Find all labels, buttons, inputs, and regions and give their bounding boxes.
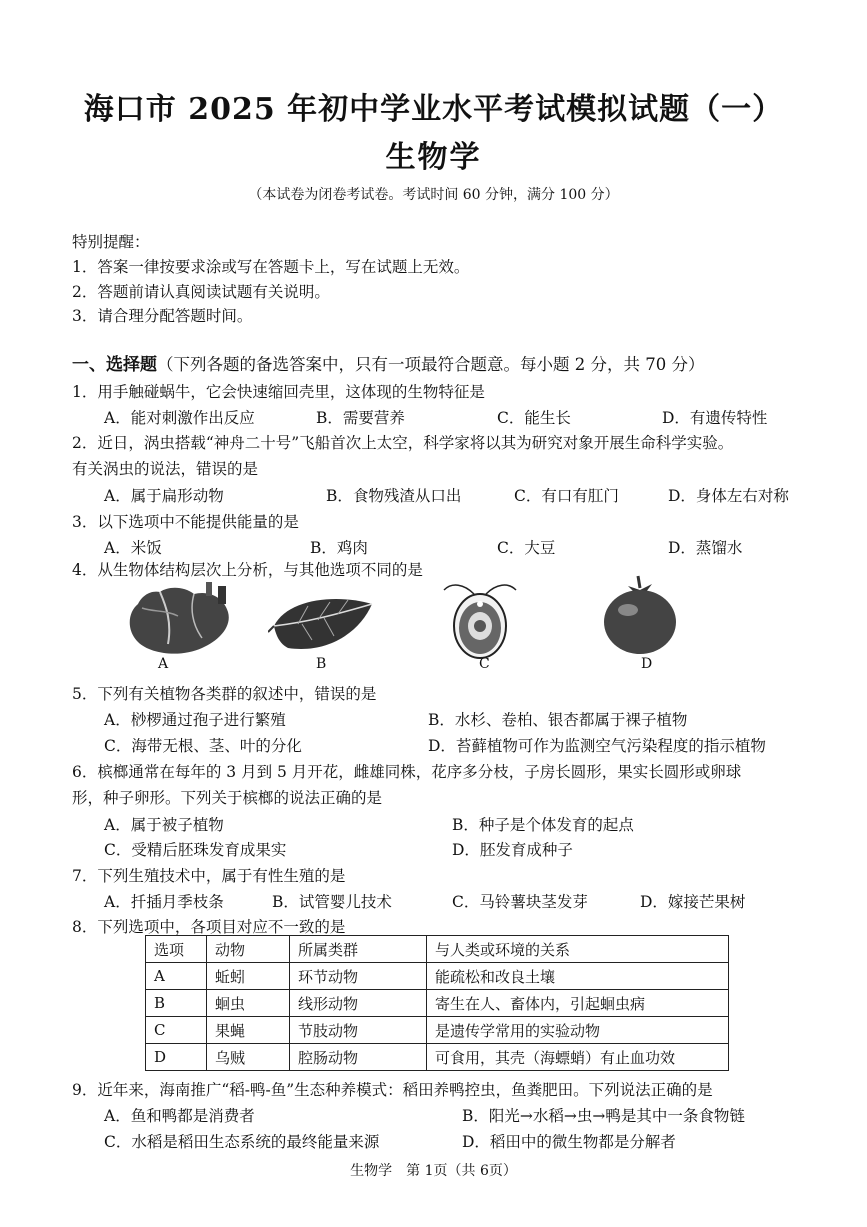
leaf-image	[268, 592, 378, 656]
table-row	[146, 1044, 729, 1071]
q9-option-c: C．水稻是稻田生态系统的最终能量来源	[104, 1133, 380, 1151]
table-cell: 腔肠动物	[290, 1044, 427, 1071]
table-cell: 可食用，其壳（海螵蛸）有止血功效	[427, 1044, 729, 1071]
q7-option-d: D．嫁接芒果树	[640, 893, 746, 911]
table-cell: 能疏松和改良土壤	[427, 963, 729, 990]
q6-option-a: A．属于被子植物	[104, 816, 224, 834]
table-header-cell: 选项	[146, 936, 207, 963]
table-cell: 寄生在人、畜体内，引起蛔虫病	[427, 990, 729, 1017]
section-title: 一、选择题	[72, 355, 157, 375]
table-cell: C	[146, 1017, 207, 1044]
q1-option-d: D．有遗传特性	[662, 409, 768, 427]
question-5-stem: 5．下列有关植物各类群的叙述中，错误的是	[72, 685, 377, 703]
table-cell: B	[146, 990, 207, 1017]
question-3-stem: 3．以下选项中不能提供能量的是	[72, 513, 299, 531]
q3-option-b: B．鸡肉	[310, 539, 368, 557]
tomato-image	[600, 572, 680, 656]
question-2-stem-cont: 有关涡虫的说法，错误的是	[72, 460, 259, 478]
q1-option-b: B．需要营养	[316, 409, 405, 427]
q8-table	[145, 935, 729, 1071]
question-1-stem: 1．用手触碰蜗牛，它会快速缩回壳里，这体现的生物特征是	[72, 383, 485, 401]
q7-option-b: B．试管婴儿技术	[272, 893, 392, 911]
reminder-heading: 特别提醒：	[72, 233, 150, 251]
table-header-cell: 动物	[207, 936, 290, 963]
question-7-stem: 7．下列生殖技术中，属于有性生殖的是	[72, 867, 346, 885]
table-row	[146, 990, 729, 1017]
question-9-stem: 9．近年来，海南推广“稻-鸭-鱼”生态种养模式：稻田养鸭控虫，鱼粪肥田。下列说法正确的是	[72, 1081, 713, 1099]
table-row	[146, 963, 729, 990]
q6-option-b: B．种子是个体发育的起点	[452, 816, 634, 834]
question-6-stem: 6．槟榔通常在每年的 3 月到 5 月开花，雌雄同株，花序多分枝，子房长圆形，果实长圆形或卵球	[72, 763, 742, 781]
exam-note: （本试卷为闭卷考试卷。考试时间 60 分钟，满分 100 分）	[248, 187, 619, 203]
table-cell: 蛔虫	[207, 990, 290, 1017]
table-header-cell: 与人类或环境的关系	[427, 936, 729, 963]
q5-option-c: C．海带无根、茎、叶的分化	[104, 737, 302, 755]
page-footer: 生物学 第 1页（共 6页）	[350, 1163, 517, 1179]
question-8-stem: 8．下列选项中，各项目对应不一致的是	[72, 918, 346, 936]
table-cell: D	[146, 1044, 207, 1071]
table-cell: A	[146, 963, 207, 990]
q6-option-c: C．受精后胚珠发育成果实	[104, 841, 287, 859]
q4-label-c: C	[479, 656, 490, 672]
q2-option-d: D．身体左右对称	[668, 487, 789, 505]
q2-option-a: A．属于扁形动物	[104, 487, 224, 505]
reminder-item: 1．答案一律按要求涂或写在答题卡上，写在试题上无效。	[72, 258, 470, 276]
q4-label-b: B	[316, 656, 327, 672]
table-row	[146, 1017, 729, 1044]
question-2-stem: 2．近日，涡虫搭载“神舟二十号”飞船首次上太空，科学家将以其为研究对象开展生命科学实验。	[72, 434, 734, 452]
question-4-stem: 4．从生物体结构层次上分析，与其他选项不同的是	[72, 561, 423, 579]
q9-option-b: B．阳光→水稻→虫→鸭是其中一条食物链	[462, 1107, 745, 1125]
section-note: （下列各题的备选答案中，只有一项最符合题意。每小题 2 分，共 70 分）	[157, 355, 705, 374]
reminder-item: 2．答题前请认真阅读试题有关说明。	[72, 283, 330, 301]
table-cell: 环节动物	[290, 963, 427, 990]
table-header-row	[146, 936, 729, 963]
q3-option-a: A．米饭	[104, 539, 162, 557]
q3-option-c: C．大豆	[497, 539, 556, 557]
q5-option-b: B．水杉、卷柏、银杏都属于裸子植物	[428, 711, 688, 729]
q7-option-a: A．扦插月季枝条	[104, 893, 224, 911]
q9-option-d: D．稻田中的微生物都是分解者	[462, 1133, 676, 1151]
exam-subject: 生物学	[385, 140, 482, 175]
q4-label-d: D	[641, 656, 653, 672]
exam-title: 海口市 2025 年初中学业水平考试模拟试题（一）	[83, 92, 784, 127]
q1-option-c: C．能生长	[497, 409, 571, 427]
q5-option-a: A．桫椤通过孢子进行繁殖	[104, 711, 286, 729]
chlamydomonas-cell-image	[440, 580, 520, 660]
q1-option-a: A．能对刺激作出反应	[104, 409, 255, 427]
heart-image	[120, 582, 250, 658]
q5-option-d: D．苔藓植物可作为监测空气污染程度的指示植物	[428, 737, 766, 755]
q6-option-d: D．胚发育成种子	[452, 841, 573, 859]
table-cell: 线形动物	[290, 990, 427, 1017]
q2-option-b: B．食物残渣从口出	[326, 487, 462, 505]
section-heading	[72, 350, 704, 375]
table-cell: 蚯蚓	[207, 963, 290, 990]
table-cell: 果蝇	[207, 1017, 290, 1044]
table-cell: 节肢动物	[290, 1017, 427, 1044]
q4-label-a: A	[158, 656, 169, 672]
table-cell: 乌贼	[207, 1044, 290, 1071]
question-6-stem-cont: 形，种子卵形。下列关于槟榔的说法正确的是	[72, 789, 383, 807]
q9-option-a: A．鱼和鸭都是消费者	[104, 1107, 255, 1125]
q3-option-d: D．蒸馏水	[668, 539, 743, 557]
table-header-cell: 所属类群	[290, 936, 427, 963]
table-cell: 是遗传学常用的实验动物	[427, 1017, 729, 1044]
q2-option-c: C．有口有肛门	[514, 487, 619, 505]
q7-option-c: C．马铃薯块茎发芽	[452, 893, 588, 911]
reminder-item: 3．请合理分配答题时间。	[72, 307, 253, 325]
